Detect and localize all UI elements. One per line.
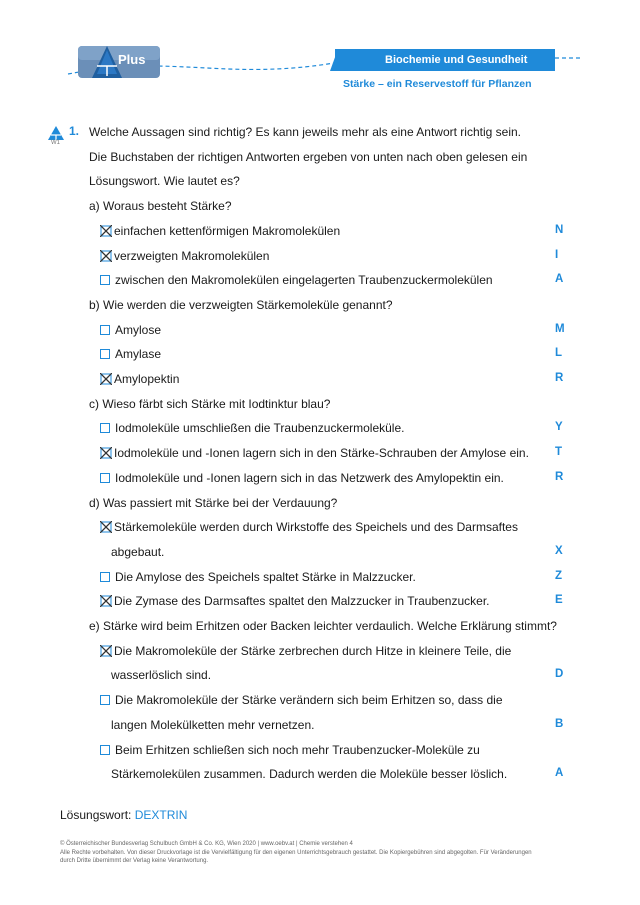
answer-option-continuation bbox=[111, 767, 507, 781]
answer-option bbox=[100, 273, 493, 287]
checked-cross-icon[interactable] bbox=[100, 225, 112, 237]
checked-cross-icon[interactable] bbox=[100, 645, 112, 657]
answer-letter: R bbox=[555, 372, 564, 384]
answer-option bbox=[100, 323, 161, 337]
answer-letter: M bbox=[555, 322, 565, 335]
task-number: 1. bbox=[69, 124, 80, 138]
option-text: Die Makromoleküle der Stärke zerbrechen durch Hitze in kleinere Teile, die bbox=[114, 643, 512, 658]
question-text: d) Was passiert mit Stärke bei der Verdauung? bbox=[89, 495, 338, 510]
question-text: a) Woraus besteht Stärke? bbox=[89, 199, 232, 214]
checkbox[interactable] bbox=[100, 695, 110, 705]
solution-label: Lösungswort: bbox=[60, 808, 132, 822]
footer bbox=[60, 840, 580, 866]
checkbox[interactable] bbox=[100, 473, 110, 483]
answer-letter: N bbox=[555, 223, 564, 236]
question-text: c) Wieso färbt sich Stärke mit Iodtinktur blau? bbox=[89, 396, 331, 411]
option-text: Amylase bbox=[115, 347, 162, 362]
question-text: e) Stärke wird beim Erhitzen oder Backen leichter verdaulich. Welche Erklärung stimmt? bbox=[89, 619, 557, 633]
topic-title: Stärke – ein Reservestoff für Pflanzen bbox=[343, 78, 532, 90]
task-level: W1 bbox=[51, 140, 60, 146]
option-text: Die Makromoleküle der Stärke verändern sich beim Erhitzen so, dass die bbox=[115, 693, 503, 708]
answer-letter: I bbox=[555, 248, 559, 261]
option-text: Iodmoleküle und -Ionen lagern sich in das Netzwerk des Amylopektin ein. bbox=[115, 470, 504, 485]
answer-option bbox=[100, 570, 416, 584]
checkbox[interactable] bbox=[100, 325, 110, 335]
checked-cross-icon[interactable] bbox=[100, 250, 112, 262]
answer-option bbox=[100, 743, 480, 757]
answer-option bbox=[100, 471, 504, 485]
question-text: b) Wie werden die verzweigten Stärkemoleküle genannt? bbox=[89, 297, 393, 312]
answer-option bbox=[100, 693, 503, 707]
answer-letter: T bbox=[555, 446, 563, 459]
logo-label: Plus bbox=[118, 52, 146, 67]
checkbox[interactable] bbox=[100, 423, 110, 433]
answer-letter: X bbox=[555, 544, 563, 557]
footer-line: © Österreichischer Bundesverlag Schulbuch GmbH & Co. KG, Wien 2020 | www.oebv.at | Chemie verstehen 4 bbox=[60, 841, 353, 847]
option-text: langen Molekülketten mehr vernetzen. bbox=[111, 717, 315, 732]
answer-option bbox=[100, 421, 404, 435]
answer-option bbox=[100, 520, 518, 534]
answer-letter: D bbox=[555, 668, 564, 681]
answer-letter: Z bbox=[555, 569, 563, 582]
answer-letter: B bbox=[555, 717, 564, 730]
task-intro-line: Lösungswort. Wie lautet es? bbox=[89, 174, 240, 189]
option-text: abgebaut. bbox=[111, 544, 165, 559]
answer-option-continuation bbox=[111, 668, 211, 682]
checked-cross-icon[interactable] bbox=[100, 521, 112, 533]
option-text: Stärkemoleküle werden durch Wirkstoffe des Speichels und des Darmsaftes bbox=[114, 520, 518, 535]
answer-option-continuation bbox=[111, 545, 164, 559]
answer-option bbox=[100, 347, 161, 361]
answer-option bbox=[100, 594, 490, 608]
answer-option bbox=[100, 372, 179, 386]
option-text: verzweigten Makromolekülen bbox=[114, 248, 270, 263]
solution-answer: DEXTRIN bbox=[134, 808, 188, 822]
answer-option bbox=[100, 644, 511, 658]
footer-line: durch Dritte übernimmt der Verlag keine Verantwortung. bbox=[60, 858, 209, 864]
option-text: Beim Erhitzen schließen sich noch mehr Traubenzucker-Moleküle zu bbox=[115, 742, 480, 757]
option-text: Amylose bbox=[115, 322, 162, 337]
answer-option-continuation bbox=[111, 718, 314, 732]
subject-banner: Biochemie und Gesundheit bbox=[335, 49, 555, 71]
answer-option bbox=[100, 224, 340, 238]
difficulty-triangle-icon bbox=[48, 126, 64, 140]
answer-letter: Y bbox=[555, 421, 563, 434]
footer-line: Alle Rechte vorbehalten. Von dieser Druckvorlage ist die Vervielfältigung für den eigenen Unterrichtsgebrauch gestattet. Die Kopiergebühren sind abgegolten. Für Veränderungen bbox=[60, 849, 532, 856]
option-text: Iodmoleküle und -Ionen lagern sich in den Stärke-Schrauben der Amylose ein. bbox=[114, 446, 529, 461]
answer-option bbox=[100, 446, 529, 460]
option-text: Stärkemolekülen zusammen. Dadurch werden die Moleküle besser löslich. bbox=[111, 767, 508, 782]
answer-letter: A bbox=[555, 273, 564, 286]
checkbox[interactable] bbox=[100, 275, 110, 285]
option-text: wasserlöslich sind. bbox=[111, 668, 212, 683]
solution-line bbox=[60, 808, 187, 822]
option-text: Amylopektin bbox=[114, 372, 180, 386]
option-text: Die Zymase des Darmsaftes spaltet den Malzzucker in Traubenzucker. bbox=[114, 594, 490, 609]
task-intro-line: Die Buchstaben der richtigen Antworten ergeben von unten nach oben gelesen ein bbox=[89, 149, 528, 164]
task-intro-line: Welche Aussagen sind richtig? Es kann jeweils mehr als eine Antwort richtig sein. bbox=[89, 125, 521, 139]
checkbox[interactable] bbox=[100, 572, 110, 582]
checked-cross-icon[interactable] bbox=[100, 373, 112, 385]
checkbox[interactable] bbox=[100, 349, 110, 359]
option-text: Iodmoleküle umschließen die Traubenzuckermoleküle. bbox=[115, 421, 405, 436]
answer-letter: L bbox=[555, 347, 563, 360]
checked-cross-icon[interactable] bbox=[100, 447, 112, 459]
answer-letter: R bbox=[555, 470, 564, 483]
option-text: zwischen den Makromolekülen eingelagerten Traubenzuckermolekülen bbox=[115, 273, 493, 288]
answer-letter: A bbox=[555, 767, 564, 780]
option-text: einfachen kettenförmigen Makromolekülen bbox=[114, 223, 341, 238]
checkbox[interactable] bbox=[100, 745, 110, 755]
answer-option bbox=[100, 249, 269, 263]
checked-cross-icon[interactable] bbox=[100, 595, 112, 607]
answer-letter: E bbox=[555, 594, 563, 607]
option-text: Die Amylose des Speichels spaltet Stärke in Malzzucker. bbox=[115, 569, 416, 584]
